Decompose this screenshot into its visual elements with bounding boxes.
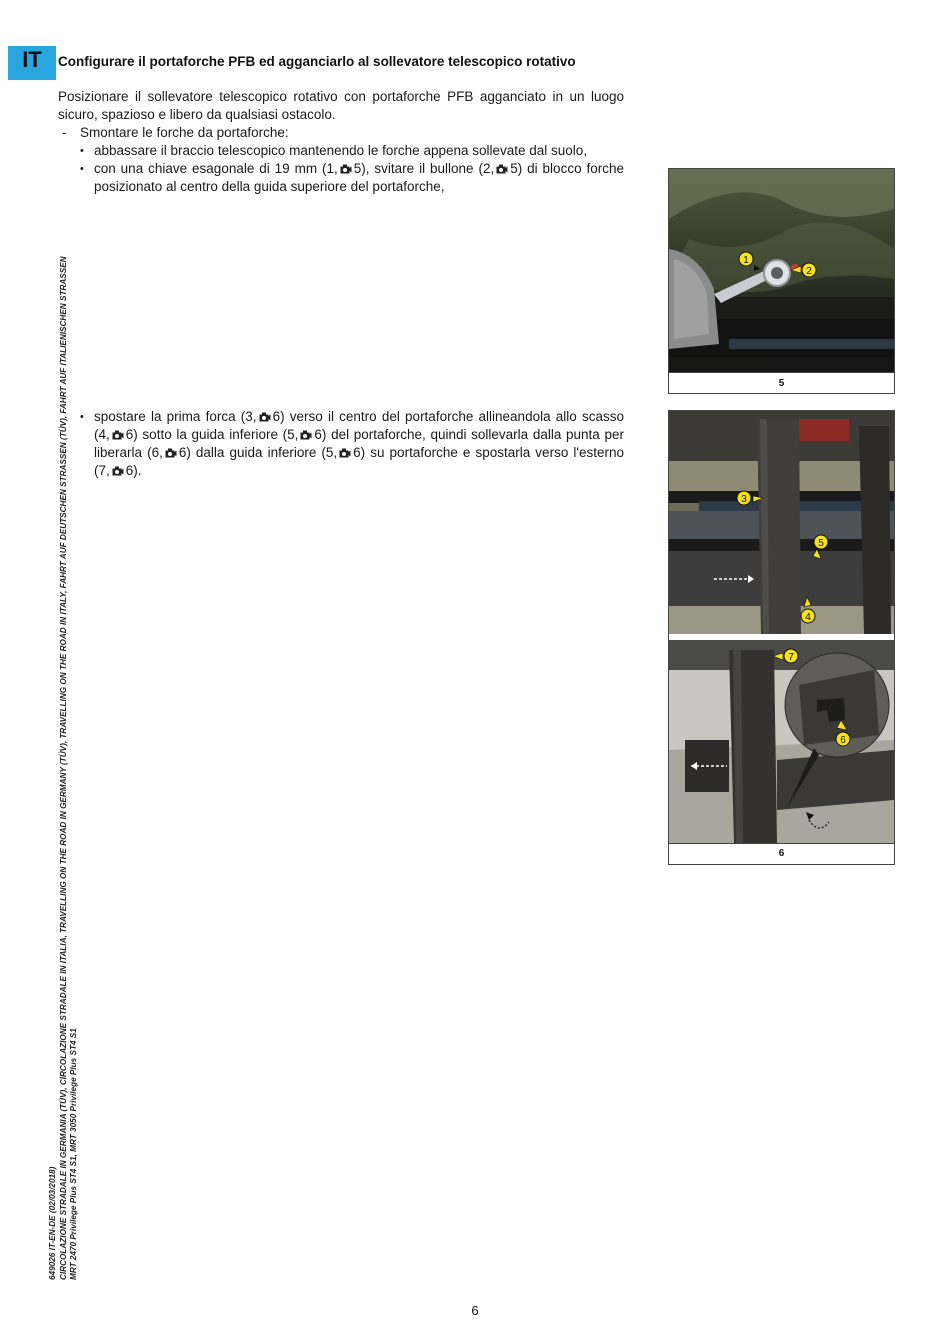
step-text: 6) dalla guida inferiore (5, [178, 445, 338, 460]
figure-6-bottom-photo [669, 640, 894, 843]
camera-ref-icon [112, 430, 124, 440]
side-note-line-1: 649026 IT-EN-DE (02/03/2018) [48, 1166, 57, 1280]
language-tab: IT [8, 46, 56, 80]
figure-6-top-photo [669, 411, 894, 634]
camera-ref-icon [112, 466, 124, 476]
step-text: 6) del portaforche, quindi sollevarla dalla punta per liberarla (6, [94, 427, 624, 460]
dash-item-text: Smontare le forche da portaforche: [80, 125, 289, 140]
figure-5-caption: 5 [669, 372, 894, 394]
fork-carriage-photo [669, 411, 894, 634]
figure-6-caption: 6 [669, 843, 894, 864]
wrench-bolt-photo [669, 169, 894, 372]
side-note-line-2: CIRCOLAZIONE STRADALE IN GERMANIA (TÜV), CIRCOLAZIONE STRADALE IN ITALIA, TRAVELLING ON THE ROAD IN GERMANY (TÜV), TRAVELLING ON THE ROAD IN ITALY, FAHRT AUF DEUTSCHEN STRASSEN (TÜV), FAHRT AUF ITALIENISCHEN STRASSEN [58, 256, 68, 1280]
steps-block-2 [58, 408, 624, 480]
document-side-note [48, 256, 80, 1280]
step-text: 5) di blocco forche posizionato al centro della guida superiore del portaforche, [94, 161, 625, 194]
fork-lift-detail-photo [669, 640, 894, 843]
step-text: 5), svitare il bullone (2, [353, 161, 495, 176]
steps-list-1 [78, 142, 624, 196]
callout-2-label: 2 [806, 266, 812, 277]
camera-ref-icon [300, 430, 312, 440]
intro-block [58, 88, 624, 196]
figure-5 [668, 168, 895, 394]
camera-ref-icon [496, 164, 508, 174]
page-number: 6 [471, 1303, 479, 1318]
callout-7-label: 7 [788, 652, 794, 663]
figure-5-photo [669, 169, 894, 372]
section-title: Configurare il portaforche PFB ed agganciarlo al sollevatore telescopico rotativo [58, 54, 576, 69]
dash-item [62, 124, 624, 142]
step-bullet-1: • abbassare il braccio telescopico mantenendo le forche appena sollevate dal suolo, [78, 142, 624, 160]
step-text: 6) verso il centro del portaforche allineandola allo scasso (4, [94, 409, 624, 442]
callout-3-label: 3 [741, 494, 747, 505]
step-text: 6). [125, 463, 142, 478]
camera-ref-icon [165, 448, 177, 458]
figure-6 [668, 410, 895, 865]
side-note-line-3: MRT 2470 Privilege Plus ST4 S1, MRT 3050 Privilege Plus ST4 S1 [69, 1028, 78, 1280]
step-text: spostare la prima forca (3, [94, 409, 257, 424]
callout-1-label: 1 [743, 255, 749, 266]
callout-4-label: 4 [805, 612, 811, 623]
callout-6-label: 6 [840, 735, 846, 746]
camera-ref-icon [340, 164, 352, 174]
step-bullet-2 [78, 160, 624, 196]
callout-5-label: 5 [818, 538, 824, 549]
intro-paragraph: Posizionare il sollevatore telescopico rotativo con portaforche PFB agganciato in un luogo sicuro, spazioso e libero da qualsiasi ostacolo. [58, 89, 624, 122]
steps-list-2 [78, 408, 624, 480]
camera-ref-icon [259, 412, 271, 422]
step-bullet-3 [78, 408, 624, 480]
step-text: con una chiave esagonale di 19 mm (1, [94, 161, 338, 176]
step-text: 6) sotto la guida inferiore (5, [125, 427, 299, 442]
step-text: 6) su portaforche e spostarla verso l'esterno (7, [94, 445, 624, 478]
camera-ref-icon [339, 448, 351, 458]
